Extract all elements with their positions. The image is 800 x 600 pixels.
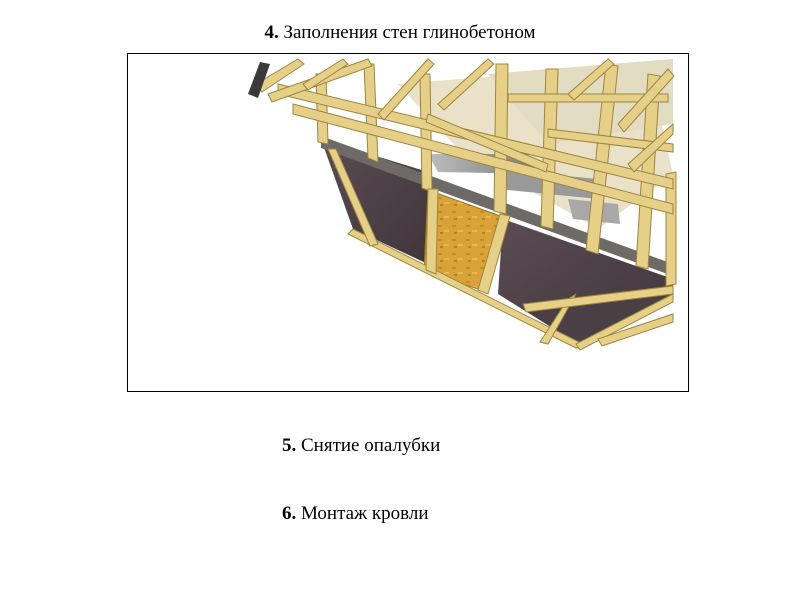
step-5-number: 5. xyxy=(282,435,297,456)
step-4-heading xyxy=(0,21,800,45)
frame-house-illustration xyxy=(127,53,689,392)
step-5-text: Снятие опалубки xyxy=(296,435,441,456)
timber-frame-house-illustration xyxy=(128,54,689,392)
step-4-number: 4. xyxy=(264,22,279,43)
step-5 xyxy=(282,434,440,458)
step-6 xyxy=(282,502,429,526)
step-6-text: Монтаж кровли xyxy=(296,503,429,524)
step-6-number: 6. xyxy=(282,503,297,524)
step-4-text: Заполнения стен глинобетоном xyxy=(278,22,536,43)
